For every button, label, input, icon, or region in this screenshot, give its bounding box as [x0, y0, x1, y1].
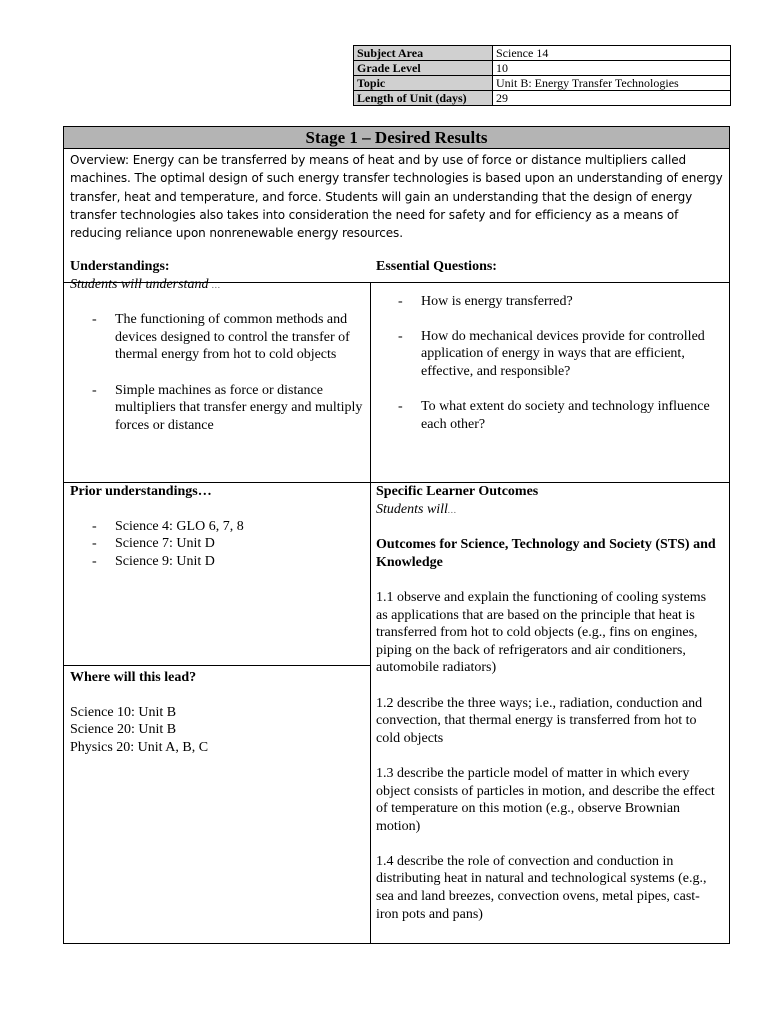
prior-list	[70, 518, 365, 571]
info-row	[354, 61, 731, 76]
essential-questions-cell	[376, 258, 721, 433]
slo-subheading: Students will…	[376, 501, 456, 517]
info-value: Unit B: Energy Transfer Technologies	[493, 76, 731, 91]
list-item: Science 10: Unit B	[70, 704, 177, 720]
essential-questions-list	[376, 293, 721, 434]
overview-text: Overview: Energy can be transferred by means of heat and by use of force or distance multipliers called machines. The optimal design of such energy transfer technologies is based upon an understanding of energy transfer, heat and temperature, and force. Students will gain an understanding that the design of energy transfer technologies also takes into consideration the need for safety and for efficiency as a means of reducing reliance upon nonrenewable energy resources.	[64, 149, 729, 283]
understandings-list	[70, 311, 365, 434]
lead-list	[70, 704, 365, 757]
desired-results-table	[63, 126, 730, 944]
unit-info-table	[353, 45, 731, 106]
essential-questions-heading: Essential Questions:	[376, 259, 497, 274]
info-label: Subject Area	[354, 46, 493, 61]
lead-heading: Where will this lead?	[70, 670, 197, 685]
list-item: - How do mechanical devices provide for controlled application of energy in ways that are efficient, effective, and responsible?	[376, 328, 721, 381]
list-item: - The functioning of common methods and devices designed to control the transfer of thermal energy from hot to cold objects	[70, 311, 365, 364]
column-divider	[370, 283, 371, 943]
list-item: - To what extent do society and technology influence each other?	[376, 398, 721, 433]
sts-heading: Outcomes for Science, Technology and Society (STS) and Knowledge	[376, 537, 716, 570]
prior-heading: Prior understandings…	[70, 484, 212, 499]
learner-outcomes-cell	[376, 483, 721, 923]
understandings-heading: Understandings:	[70, 259, 170, 274]
outcome-item: 1.4 describe the role of convection and conduction in distributing heat in natural and technological systems (e.g., sea and land breezes, convection ovens, metal pipes, cast-iron pots and pans)	[376, 853, 707, 922]
list-item: - Science 9: Unit D	[70, 553, 365, 571]
list-item: - How is energy transferred?	[376, 293, 721, 311]
info-row	[354, 76, 731, 91]
info-value: 29	[493, 91, 731, 106]
outcome-item: 1.2 describe the three ways; i.e., radiation, conduction and convection, that thermal energy is transferred from hot to cold objects	[376, 695, 703, 746]
list-item: - Simple machines as force or distance multipliers that transfer energy and multiply forces or distance	[70, 382, 365, 435]
slo-heading: Specific Learner Outcomes	[376, 484, 539, 499]
list-item: - Science 4: GLO 6, 7, 8	[70, 518, 365, 536]
info-label: Length of Unit (days)	[354, 91, 493, 106]
row-divider	[64, 665, 370, 666]
list-item: Physics 20: Unit A, B, C	[70, 739, 209, 755]
outcome-item: 1.3 describe the particle model of matter in which every object consists of particles in motion, and describe the effect of temperature on this motion (e.g., observe Brownian motion)	[376, 765, 715, 834]
info-value: 10	[493, 61, 731, 76]
lead-cell	[70, 669, 365, 756]
info-label: Grade Level	[354, 61, 493, 76]
prior-understandings-cell	[70, 483, 365, 570]
info-row	[354, 91, 731, 106]
understandings-subheading: Students will understand …	[70, 276, 220, 292]
info-label: Topic	[354, 76, 493, 91]
stage-title: Stage 1 – Desired Results	[64, 127, 729, 149]
info-row	[354, 46, 731, 61]
understandings-cell	[70, 258, 365, 434]
list-item: Science 20: Unit B	[70, 722, 177, 738]
list-item: - Science 7: Unit D	[70, 535, 365, 553]
info-value: Science 14	[493, 46, 731, 61]
outcome-item: 1.1 observe and explain the functioning of cooling systems as applications that are based on the principle that heat is transferred from hot to cold objects (e.g., fins on engines, piping on the back of refrigerators and air conditioners, automobile radiators)	[376, 589, 707, 676]
